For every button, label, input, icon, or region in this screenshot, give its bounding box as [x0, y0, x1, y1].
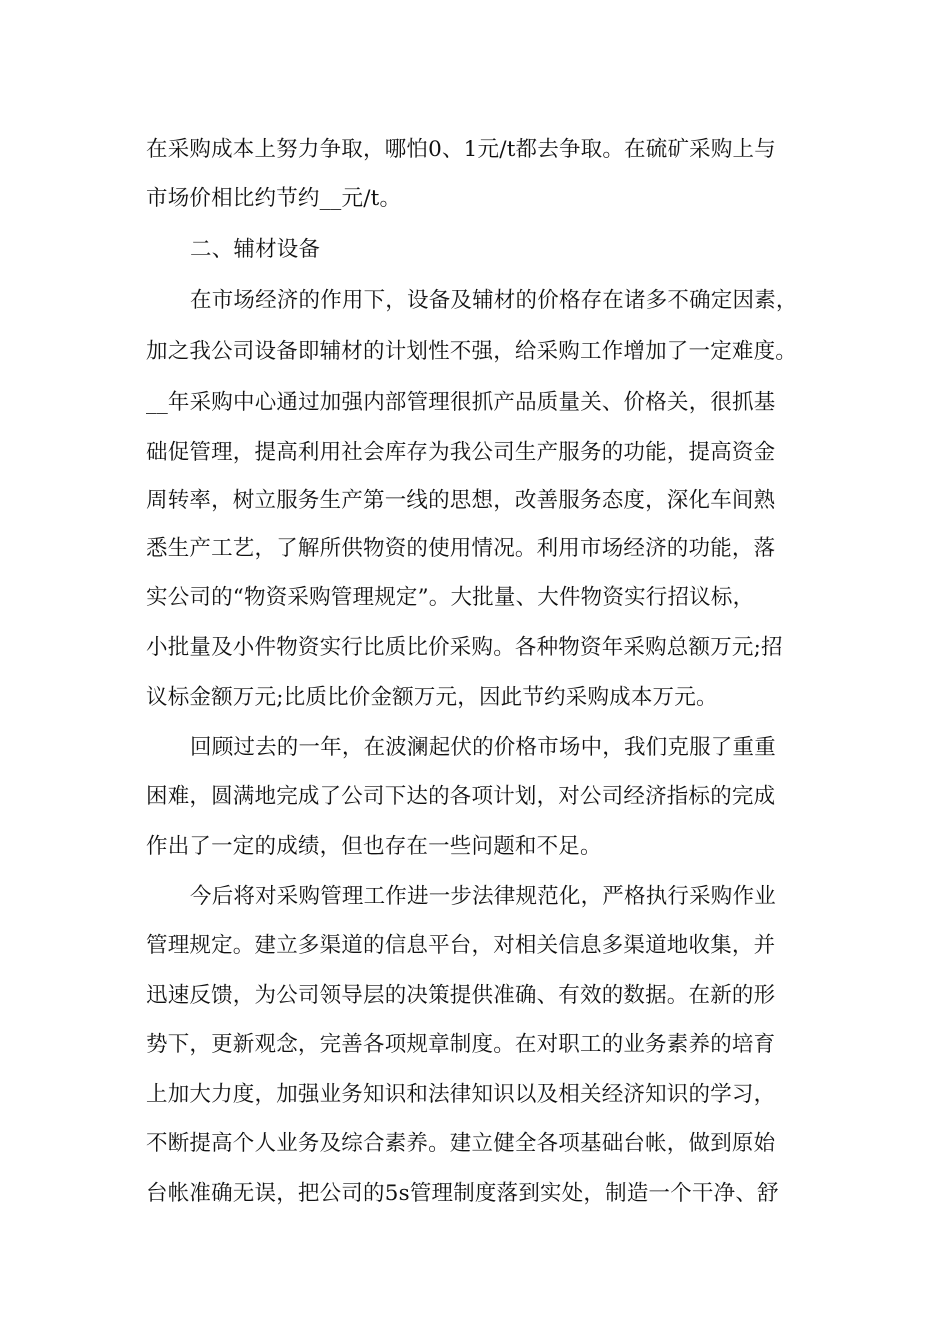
- text-line: 小批量及小件物资实行比质比价采购。各种物资年采购总额万元;招: [146, 635, 783, 660]
- text-line: 台帐准确无误，把公司的5s管理制度落到实处，制造一个干净、舒: [146, 1181, 779, 1206]
- text-line: 势下，更新观念，完善各项规章制度。在对职工的业务素养的培育: [146, 1032, 776, 1057]
- paragraph-start-line: 在市场经济的作用下，设备及辅材的价格存在诸多不确定因素，: [190, 288, 798, 313]
- text-line: 周转率，树立服务生产第一线的思想，改善服务态度，深化车间熟: [146, 488, 776, 513]
- text-line: 在采购成本上努力争取，哪怕0、1元/t都去争取。在硫矿采购上与: [146, 137, 776, 162]
- text-line: 迅速反馈，为公司领导层的决策提供准确、有效的数据。在新的形: [146, 983, 776, 1008]
- text-line: __年采购中心通过加强内部管理很抓产品质量关、价格关，很抓基: [146, 390, 776, 415]
- text-line: 上加大力度，加强业务知识和法律知识以及相关经济知识的学习，: [146, 1082, 776, 1107]
- text-line: 管理规定。建立多渠道的信息平台，对相关信息多渠道地收集，并: [146, 933, 776, 958]
- text-line: 不断提高个人业务及综合素养。建立健全各项基础台帐，做到原始: [146, 1131, 776, 1156]
- text-line: 困难，圆满地完成了公司下达的各项计划，对公司经济指标的完成: [146, 784, 776, 809]
- text-line: 加之我公司设备即辅材的计划性不强，给采购工作增加了一定难度。: [146, 339, 798, 364]
- text-line: 悉生产工艺，了解所供物资的使用情况。利用市场经济的功能，落: [146, 536, 776, 561]
- text-line: 实公司的“物资采购管理规定”。大批量、大件物资实行招议标，: [146, 585, 755, 610]
- text-line: 议标金额万元;比质比价金额万元，因此节约采购成本万元。: [146, 685, 718, 710]
- section-heading: 二、辅材设备: [190, 237, 321, 262]
- paragraph-start-line: 今后将对采购管理工作进一步法律规范化，严格执行采购作业: [190, 884, 776, 909]
- text-line: 础促管理，提高利用社会库存为我公司生产服务的功能，提高资金: [146, 440, 776, 465]
- text-line: 市场价相比约节约__元/t。: [146, 186, 402, 211]
- text-line: 作出了一定的成绩，但也存在一些问题和不足。: [146, 834, 602, 859]
- paragraph-start-line: 回顾过去的一年，在波澜起伏的价格市场中，我们克服了重重: [190, 735, 776, 760]
